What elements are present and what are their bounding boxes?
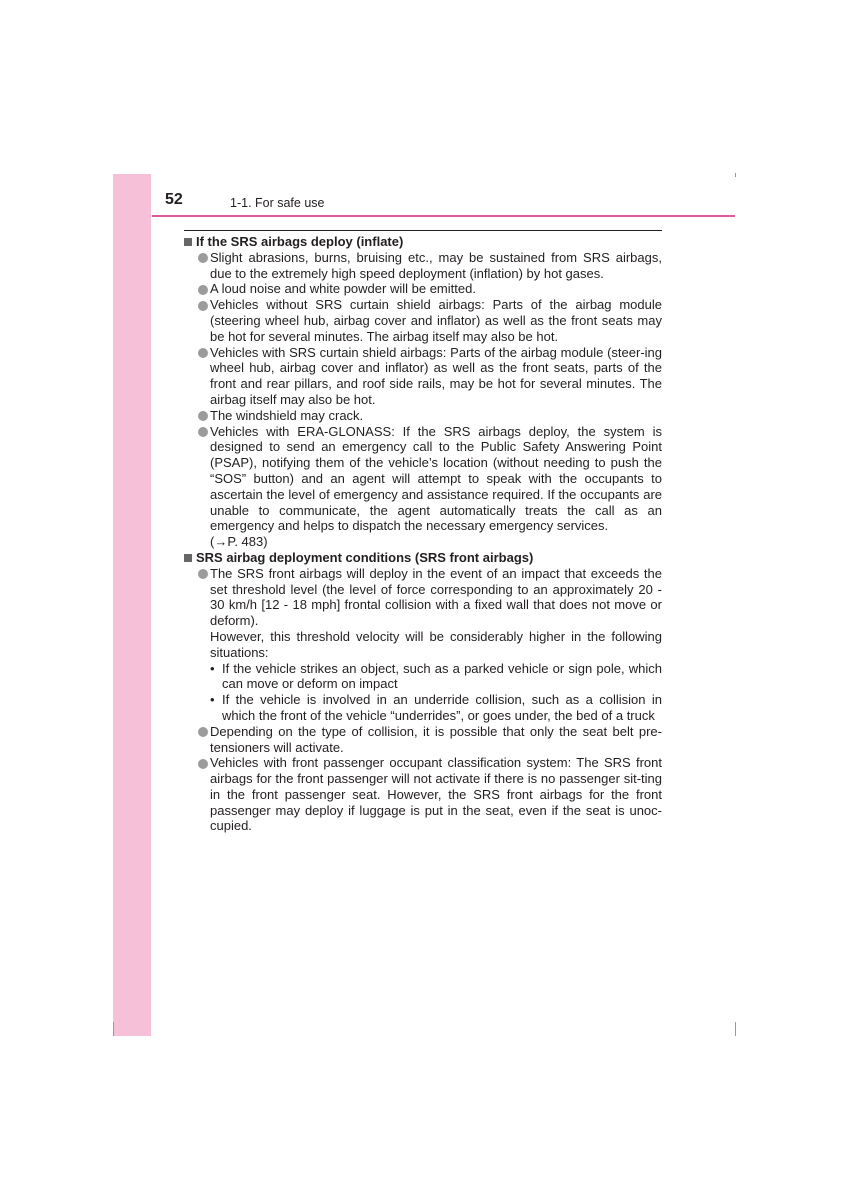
sub-list-item: • If the vehicle strikes an object, such as a parked vehicle or sign pole, which can move or deform on impact [210, 660, 662, 692]
section-heading [184, 550, 662, 566]
section-title: 1-1. For safe use [230, 196, 325, 210]
dot-bullet-icon: • [210, 660, 215, 676]
circle-bullet-icon [198, 253, 208, 263]
list-item: Slight abrasions, burns, bruising etc., may be sustained from SRS airbags, due to the extremely high speed deployment (inflation) by hot gases. [184, 250, 662, 282]
circle-bullet-icon [198, 348, 208, 358]
list-item: Vehicles with SRS curtain shield airbags: Parts of the airbag module (steer-ing wheel hub, airbag cover and inflator) as well as the front seats, parts of the front and rear pillars, and roof side rails, may be hot for several minutes. The airbag itself may also be hot. [184, 345, 662, 408]
list-item: Vehicles with ERA-GLONASS: If the SRS airbags deploy, the system is designed to send an emergency call to the Public Safety Answering Point (PSAP), notifying them of the vehicle’s location (without needing to push the “SOS” button) and an agent will attempt to speak with the occupants to ascertain the level of emergency and assistance required. If the occupants are unable to communicate, the agent automatically treats the call as an emergency and helps to dispatch the necessary emergency services. [184, 424, 662, 535]
page-content [184, 234, 662, 834]
square-bullet-icon [184, 554, 192, 562]
side-tab [113, 174, 151, 1036]
list-item: Vehicles without SRS curtain shield airbags: Parts of the airbag module (steering wheel hub, airbag cover and inflator) as well as the front seats may be hot for several minutes. The airbag itself may also be hot. [184, 297, 662, 344]
crop-mark [735, 1022, 736, 1036]
header-rule [152, 215, 735, 217]
list-item: A loud noise and white powder will be emitted. [184, 281, 662, 297]
page-number: 52 [165, 191, 183, 208]
crop-mark [735, 173, 736, 177]
section-heading [184, 234, 662, 250]
dot-bullet-icon: • [210, 692, 215, 708]
paragraph: However, this threshold velocity will be considerably higher in the following situations: [210, 628, 662, 660]
content-rule [184, 230, 662, 231]
list-item: Vehicles with front passenger occupant classification system: The SRS front airbags for the front passenger will not activate if there is no passenger sit-ting in the front passenger seat. However, the SRS front airbags for the front passenger may deploy if luggage is put in the seat, even if the seat is unoc-cupied. [184, 755, 662, 834]
crop-mark [113, 1022, 114, 1036]
sub-list-item: • If the vehicle is involved in an underride collision, such as a collision in which the front of the vehicle “underrides”, or goes under, the bed of a truck [210, 692, 662, 723]
list-item: The windshield may crack. [184, 408, 662, 424]
circle-bullet-icon [198, 569, 208, 579]
circle-bullet-icon [198, 301, 208, 311]
circle-bullet-icon [198, 759, 208, 769]
circle-bullet-icon [198, 427, 208, 437]
circle-bullet-icon [198, 411, 208, 421]
heading-text: SRS airbag deployment conditions (SRS front airbags) [196, 549, 534, 565]
heading-text: If the SRS airbags deploy (inflate) [196, 234, 404, 249]
square-bullet-icon [184, 238, 192, 246]
circle-bullet-icon [198, 285, 208, 295]
list-item: The SRS front airbags will deploy in the event of an impact that exceeds the set threshold level (the level of force corresponding to an approximately 20 - 30 km/h [12 - 18 mph] frontal collision with a fixed wall that does not move or deform). [184, 566, 662, 629]
circle-bullet-icon [198, 727, 208, 737]
page-reference[interactable]: (→P. 483) [210, 534, 268, 550]
list-item: Depending on the type of collision, it is possible that only the seat belt pre-tensioners will activate. [184, 724, 662, 756]
